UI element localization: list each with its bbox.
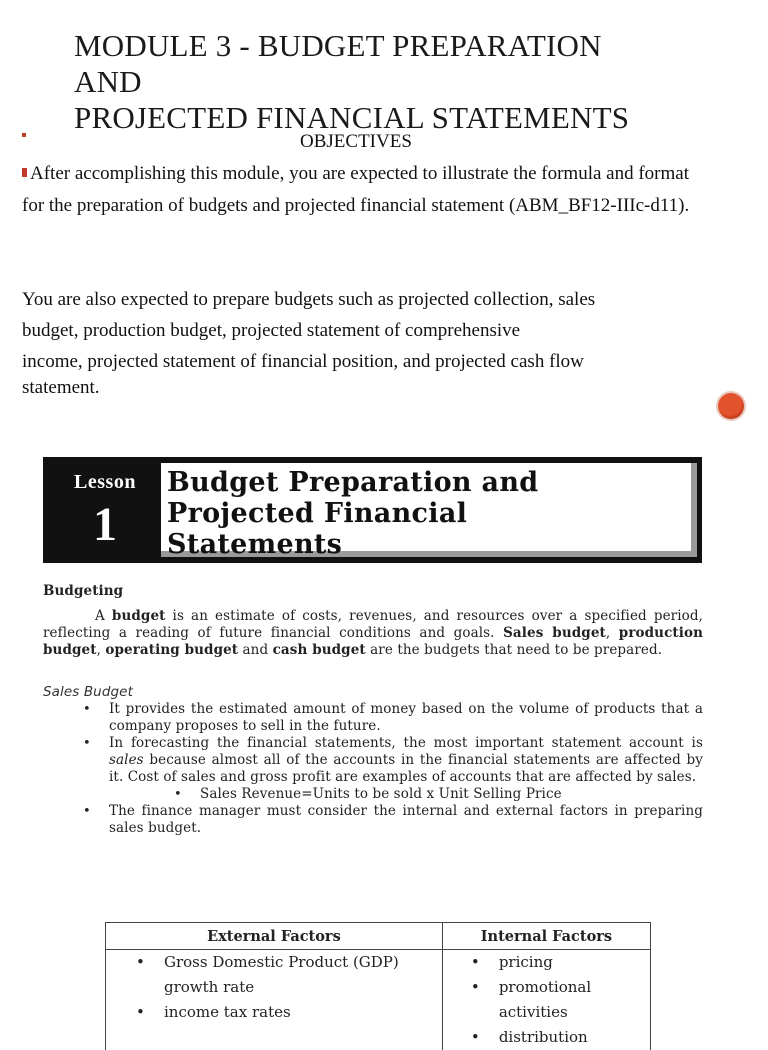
budgeting-paragraph <box>43 608 703 659</box>
list-item: • pricing <box>443 950 650 975</box>
objective-paragraph-2 <box>22 284 712 399</box>
objective-line: budget, production budget, projected statement of comprehensive <box>22 315 712 346</box>
lesson-number: 1 <box>53 497 157 553</box>
budgeting-heading: Budgeting <box>43 583 703 600</box>
lesson-title-box <box>161 463 697 557</box>
sales-budget-heading: Sales Budget <box>43 684 703 701</box>
list-item: • Gross Domestic Product (GDP) growth rate <box>106 950 442 1000</box>
list-item <box>43 735 703 786</box>
factors-table <box>105 922 651 1050</box>
text-run: , <box>97 642 106 658</box>
sales-budget-list <box>43 701 703 837</box>
text-run: , <box>606 625 619 641</box>
term-sales-budget: Sales budget <box>503 625 606 641</box>
text-run: is an estimate of costs, revenues, and resources over a specified period, reflecting a reading of future financial conditions and goals. <box>43 608 703 641</box>
lesson-title-line: Statements <box>167 529 538 560</box>
term-cash-budget: cash budget <box>273 642 366 658</box>
list-item: • income tax rates <box>106 1000 442 1025</box>
list-item: • It provides the estimated amount of money based on the volume of products that a company proposes to sell in the future. <box>43 701 703 735</box>
objective-line: You are also expected to prepare budgets such as projected collection, sales <box>22 284 712 315</box>
text-run: are the budgets that need to be prepared. <box>366 642 662 658</box>
objective-text-1: After accomplishing this module, you are expected to illustrate the formula and format for the preparation of budgets and projected financial statement (ABM_BF12-IIIc-d11). <box>22 163 689 216</box>
external-factors-cell <box>106 950 443 1050</box>
slide-title <box>74 28 754 136</box>
lesson-title <box>167 467 538 560</box>
title-line-1: MODULE 3 - BUDGET PREPARATION <box>74 28 754 64</box>
slide-nav-dot-icon[interactable] <box>718 393 744 419</box>
lesson-title-line: Budget Preparation and <box>167 467 538 498</box>
text-run: and <box>238 642 272 658</box>
table-header-external: External Factors <box>106 923 443 950</box>
title-line-3: PROJECTED FINANCIAL STATEMENTS <box>74 100 754 136</box>
term-production-budget: production budget <box>43 625 703 658</box>
list-item: • The finance manager must consider the internal and external factors in preparing sales budget. <box>43 803 703 837</box>
term-sales: sales <box>109 752 144 768</box>
list-item: • distribution <box>443 1025 650 1050</box>
formula-item: • Sales Revenue=Units to be sold x Unit Selling Price <box>43 786 703 803</box>
internal-factors-cell <box>442 950 650 1050</box>
bullet-mark-icon <box>22 168 27 177</box>
term-operating-budget: operating budget <box>105 642 238 658</box>
text-run: A <box>95 608 112 624</box>
lesson-label: Lesson <box>53 471 157 494</box>
lesson-title-line: Projected Financial <box>167 498 538 529</box>
objectives-heading: OBJECTIVES <box>300 130 412 154</box>
term-budget: budget <box>112 608 166 624</box>
lesson-banner <box>43 457 702 563</box>
list-item: • promotional activities <box>443 975 650 1025</box>
title-line-2: AND <box>74 64 754 100</box>
objective-line: income, projected statement of financial position, and projected cash flow <box>22 346 712 377</box>
objective-paragraph-1 <box>22 158 712 222</box>
bullet-mark-icon <box>22 133 26 137</box>
objective-line: statement. <box>22 377 712 399</box>
text-run: because almost all of the accounts in the financial statements are affected by it. Cost of sales and gross profit are examples of accounts that are affected by sales. <box>109 752 703 785</box>
table-header-internal: Internal Factors <box>442 923 650 950</box>
text-run: In forecasting the financial statements, the most important statement account is <box>109 735 703 751</box>
